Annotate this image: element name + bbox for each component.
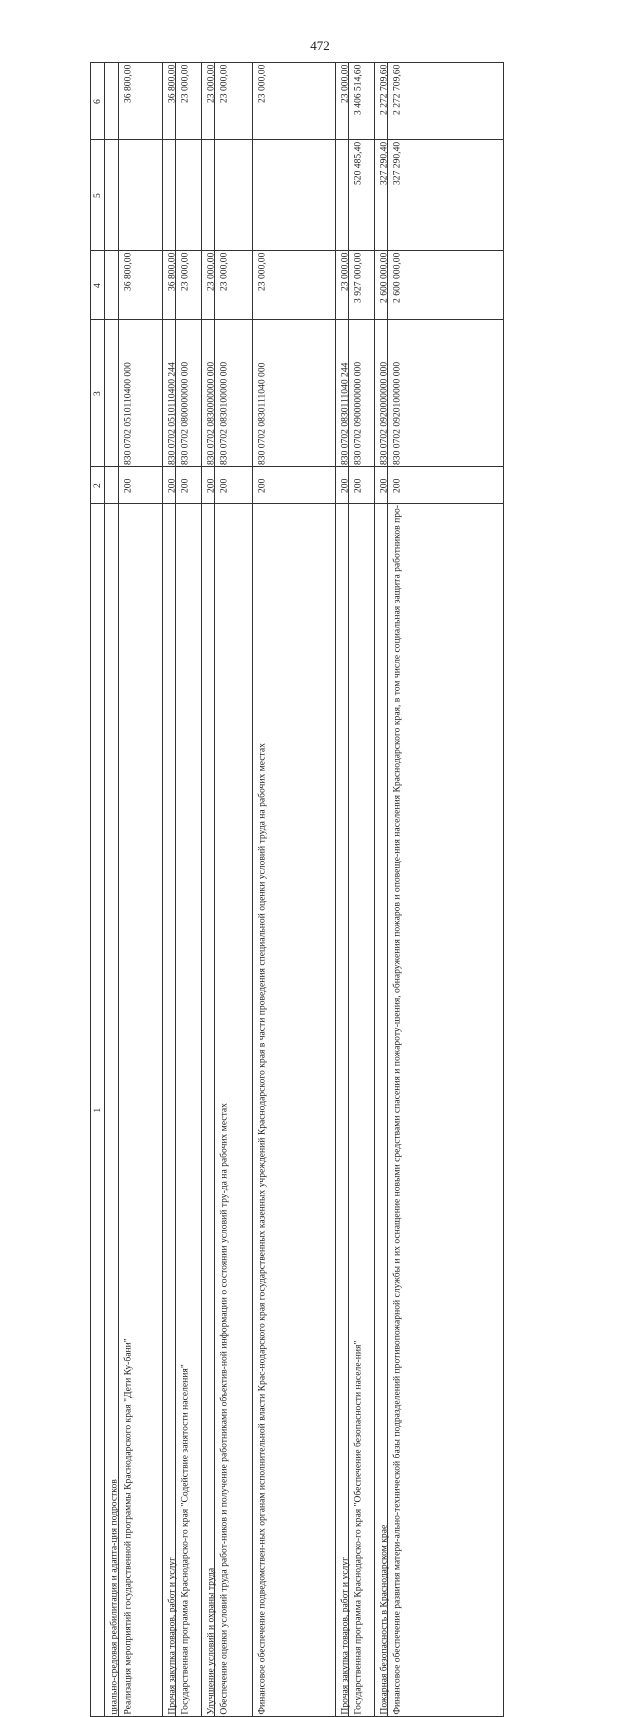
cell-code: 830 0702 0920100000 000 [388, 320, 504, 467]
cell-c4: 23 000,00 [336, 251, 349, 320]
cell-name: Улучшение условий и охраны труда [202, 504, 215, 1717]
cell-c4: 36 800,00 [119, 251, 163, 320]
cell-grbs: 200 [202, 467, 215, 504]
cell-c4: 23 000,00 [253, 251, 336, 320]
cell-c6: 36 800,00 [163, 63, 176, 140]
cell-c4: 23 000,00 [176, 251, 202, 320]
cell-c5: 327 290,40 [388, 140, 504, 251]
cell-name: Финансовое обеспечение развития матери-ально-технической базы подразделений противопожарной службы и их оснащение новыми средствами спасения и пожароту-шения, обнаружения пожаров и оповеще-ния населения Краснодарского края, в том числе социальная защита работников про- [388, 504, 504, 1717]
cell-c6: 2 272 709,60 [375, 63, 388, 140]
cell-c6: 23 000,00 [176, 63, 202, 140]
cell-c4: 23 000,00 [215, 251, 253, 320]
field-row-1 [91, 504, 504, 1717]
cell-code: 830 0702 0510110400 000 [119, 320, 163, 467]
cell-code: 830 0702 0920000000 000 [375, 320, 388, 467]
column-header: 5 [91, 140, 105, 251]
cell-c4: 2 600 000,00 [375, 251, 388, 320]
cell-grbs: 200 [119, 467, 163, 504]
cell-c4: 36 800,00 [163, 251, 176, 320]
cell-c4: 23 000,00 [202, 251, 215, 320]
cell-code: 830 0702 0830000000 000 [202, 320, 215, 467]
cell-name: Пожарная безопасность в Краснодарском крае [375, 504, 388, 1717]
cell-c6 [105, 63, 119, 140]
cell-name: Прочая закупка товаров, работ и услуг [163, 504, 176, 1717]
cell-code: 830 0702 0900000000 000 [349, 320, 375, 467]
cell-grbs: 200 [176, 467, 202, 504]
cell-c5 [336, 140, 349, 251]
cell-grbs: 200 [388, 467, 504, 504]
column-header: 4 [91, 251, 105, 320]
cell-c5 [105, 140, 119, 251]
cell-code: 830 0702 0800000000 000 [176, 320, 202, 467]
cell-c5 [215, 140, 253, 251]
rotated-table-wrapper [90, 62, 504, 1717]
cell-c5 [202, 140, 215, 251]
field-row-4 [91, 251, 504, 320]
cell-c5 [119, 140, 163, 251]
cell-name: Финансовое обеспечение подведомствен-ных органам исполнительной власти Крас-нодарского края государственных казенных учреждений Краснодарского края в части проведения специальной оценки условий труда на рабочих местах [253, 504, 336, 1717]
cell-name: Государственная программа Краснодарско-го края "Обеспечение безопасности населе-ния" [349, 504, 375, 1717]
cell-c6: 2 272 709,60 [388, 63, 504, 140]
cell-grbs: 200 [163, 467, 176, 504]
field-row-3 [91, 320, 504, 467]
cell-code: 830 0702 0830100000 000 [215, 320, 253, 467]
field-row-6 [91, 63, 504, 140]
page-number: 472 [310, 38, 330, 53]
cell-name: Прочая закупка товаров, работ и услуг [336, 504, 349, 1717]
cell-c6: 3 406 514,60 [349, 63, 375, 140]
cell-grbs: 200 [375, 467, 388, 504]
cell-code: 830 0702 0830111040 000 [253, 320, 336, 467]
cell-grbs: 200 [253, 467, 336, 504]
cell-grbs: 200 [336, 467, 349, 504]
cell-name: Реализация мероприятий государственной программы Краснодарского края "Дети Ку-бани" [119, 504, 163, 1717]
cell-c5: 327 290,40 [375, 140, 388, 251]
cell-c6: 23 000,00 [215, 63, 253, 140]
cell-grbs: 200 [215, 467, 253, 504]
cell-c5 [176, 140, 202, 251]
cell-name: Государственная программа Краснодарско-го края "Содействие занятости населения" [176, 504, 202, 1717]
cell-c4: 2 600 000,00 [388, 251, 504, 320]
cell-c5 [163, 140, 176, 251]
cell-code: 830 0702 0510110400 244 [163, 320, 176, 467]
column-header: 6 [91, 63, 105, 140]
column-header: 2 [91, 467, 105, 504]
cell-c6: 23 000,00 [336, 63, 349, 140]
cell-c6: 23 000,00 [202, 63, 215, 140]
cell-name: Обеспечение оценки условий труда работ-ников и получение работниками объектив-ной информации о состоянии условий тру-да на рабочих местах [215, 504, 253, 1717]
cell-c6: 36 800,00 [119, 63, 163, 140]
field-row-5 [91, 140, 504, 251]
budget-table [90, 62, 504, 1717]
cell-code [105, 320, 119, 467]
cell-grbs: 200 [349, 467, 375, 504]
cell-c4: 3 927 000,00 [349, 251, 375, 320]
cell-c5: 520 485,40 [349, 140, 375, 251]
cell-c6: 23 000,00 [253, 63, 336, 140]
cell-name: циально-средовая реабилитация и адапта-ция подростков [105, 504, 119, 1717]
column-header: 1 [91, 504, 105, 1717]
field-row-2 [91, 467, 504, 504]
cell-c4 [105, 251, 119, 320]
cell-code: 830 0702 0830111040 244 [336, 320, 349, 467]
cell-c5 [253, 140, 336, 251]
cell-grbs [105, 467, 119, 504]
column-header: 3 [91, 320, 105, 467]
